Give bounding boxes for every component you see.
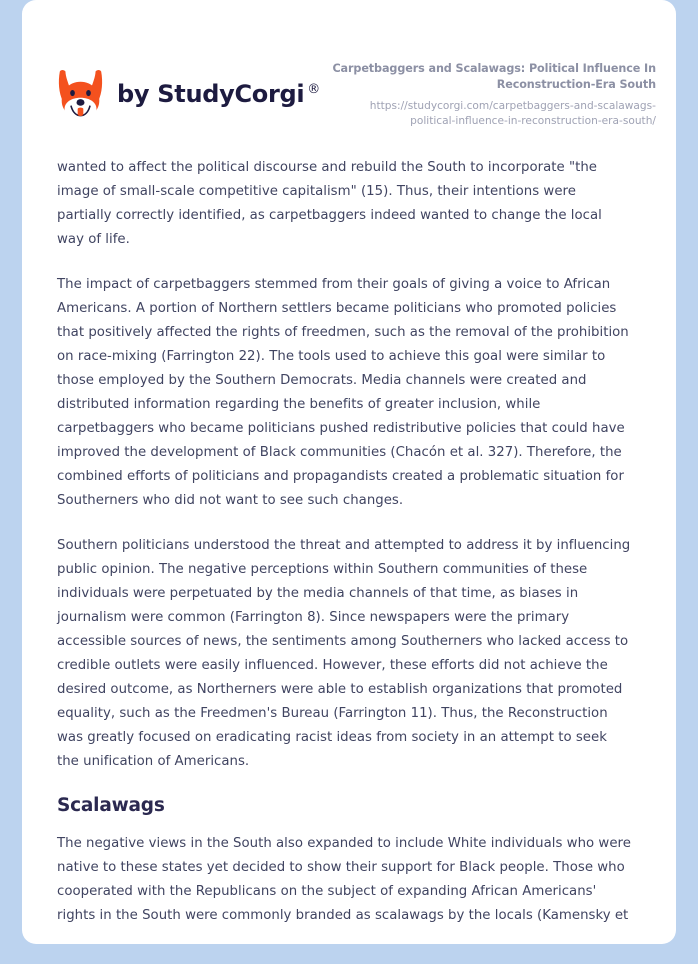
document-page-card xyxy=(22,0,676,944)
document-body xyxy=(22,130,676,928)
body-paragraph: The negative views in the South also expanded to include White individuals who were native to these states yet decided to show their support for Black people. Those who cooperated with the Republicans on the subject of expanding African Americans' rights in the South were commonly branded as scalawags by the locals (Kamensky et xyxy=(57,835,631,923)
document-header xyxy=(22,0,676,130)
corgi-logo-icon xyxy=(57,69,104,119)
page-title: Carpetbaggers and Scalawags: Political Influence In Reconstruction-Era South xyxy=(332,62,656,91)
section-heading-scalawags: Scalawags xyxy=(57,794,165,816)
registered-trademark-icon: ® xyxy=(307,82,320,97)
document-meta xyxy=(326,57,656,130)
body-paragraph: The impact of carpetbaggers stemmed from their goals of giving a voice to African Americans. A portion of Northern settlers became politicians who promoted policies that positively affected the rights of freedmen, such as the removal of the prohibition on race-mixing (Farrington 22). The tools used to achieve this goal were similar to those employed by the Southern Democrats. Media channels were created and distributed information regarding the benefits of greater inclusion, while carpetbaggers who became politicians pushed redistributive policies that could have improved the development of Black communities (Chacón et al. 327). Therefore, the combined efforts of politicians and propagandists created a problematic situation for Southerners who did not want to see such changes. xyxy=(57,276,629,508)
brand-logo xyxy=(57,57,320,119)
brand-name xyxy=(117,82,320,106)
body-paragraph: wanted to affect the political discourse and rebuild the South to incorporate "the image of small-scale competitive capitalism" (15). Thus, their intentions were partially correctly identified, as carpetbaggers indeed wanted to change the local way of life. xyxy=(57,159,602,247)
body-paragraph: Southern politicians understood the threat and attempted to address it by influencing public opinion. The negative perceptions within Southern communities of these individuals were perpetuated by the media channels of that time, as biases in journalism were common (Farrington 8). Since newspapers were the primary accessible sources of news, the sentiments among Southerners who lacked access to credible outlets were easily influenced. However, these efforts did not achieve the desired outcome, as Northerners were able to establish organizations that promoted equality, such as the Freedmen's Bureau (Farrington 11). Thus, the Reconstruction was greatly focused on eradicating racist ideas from society in an attempt to seek the unification of Americans. xyxy=(57,537,631,769)
source-url[interactable]: https://studycorgi.com/carpetbaggers-and-scalawags-political-influence-in-reconstruction-era-south/ xyxy=(369,99,656,128)
brand-name-text: by StudyCorgi xyxy=(117,80,305,108)
